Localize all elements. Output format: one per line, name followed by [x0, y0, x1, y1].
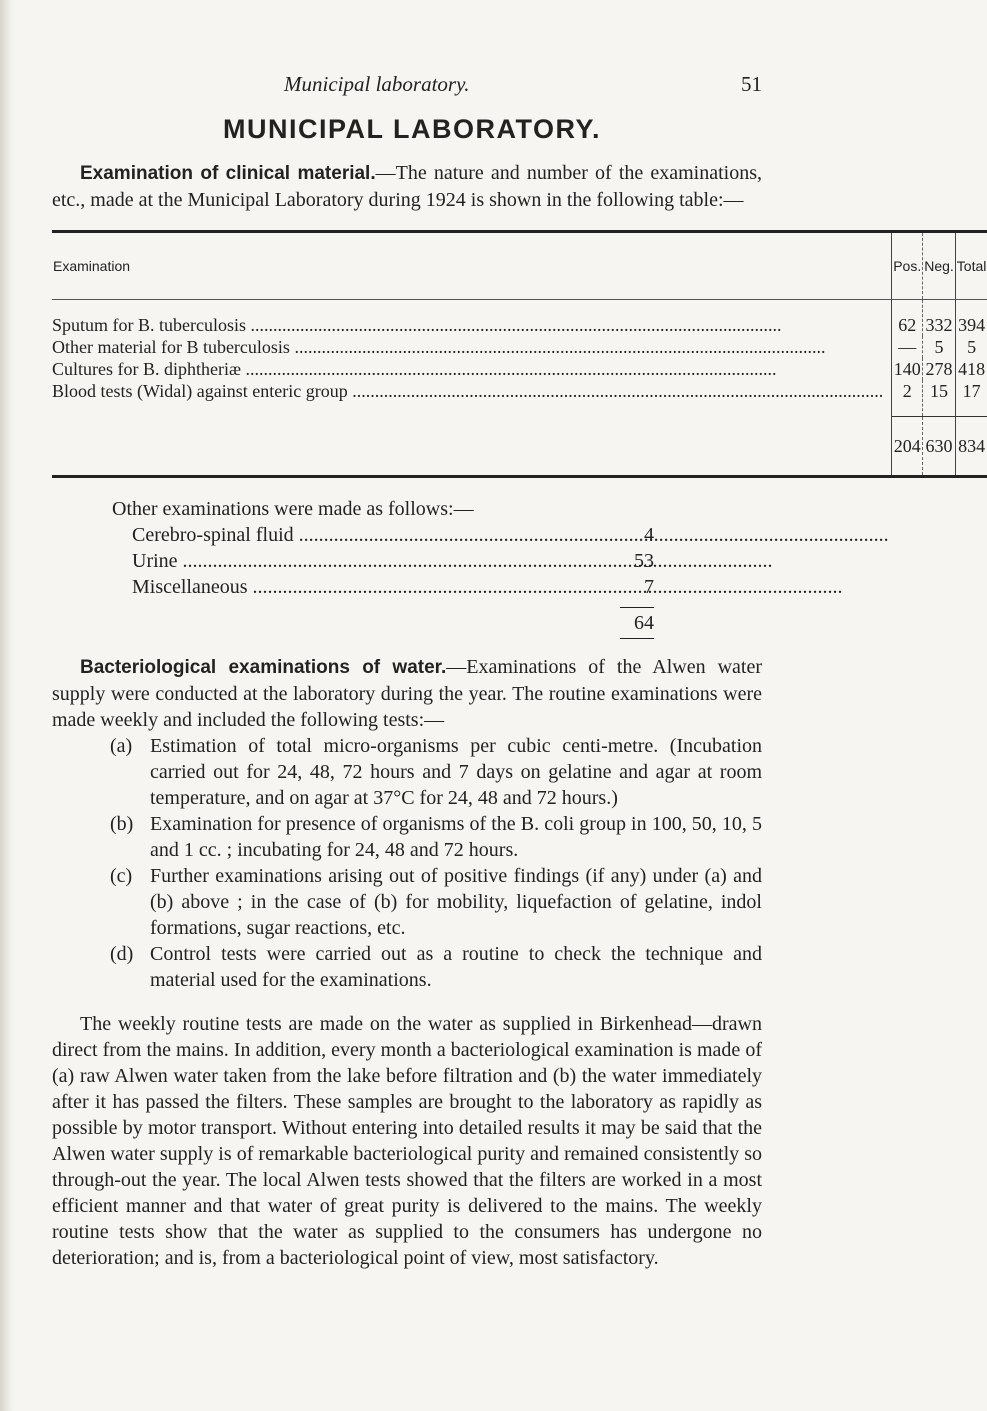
- table-row: [52, 380, 987, 417]
- test-text: Examination for presence of organisms of the B. coli group in 100, 50, 10, 5 and 1 cc. ; incubating for 24, 48 and 72 hours.: [150, 813, 762, 861]
- list-item: [112, 522, 654, 548]
- clinical-text: —The nature and number of the examinations, etc., made at the Municipal Laboratory during 1924 is shown in the following table:—: [52, 162, 762, 211]
- examination-table: [52, 230, 987, 478]
- row-neg: 15: [923, 380, 956, 417]
- other-total-value: 64: [634, 612, 654, 634]
- list-item: [52, 811, 762, 863]
- header-examination: Examination: [52, 232, 892, 300]
- tests-list: [52, 733, 762, 993]
- total-neg: 630: [923, 417, 956, 477]
- row-total: 17: [955, 380, 987, 417]
- bacteriological-text: —Examinations of the Alwen water supply were conducted at the laboratory during the year. The routine examinations were made weekly and included the following tests:—: [52, 656, 762, 731]
- running-head: [52, 72, 762, 102]
- row-pos: 62: [892, 300, 923, 337]
- row-neg: 332: [923, 300, 956, 337]
- row-label: Blood tests (Widal) against enteric group .....: [52, 380, 891, 402]
- test-text: Estimation of total micro-organisms per cubic centi-metre. (Incubation carried out for 24, 48, 72 hours and 7 days on gelatine and agar at room temperature, and on agar at 37°C for 24, 48 and 72 hours.): [150, 735, 762, 809]
- list-item: [52, 733, 762, 811]
- table-header-row: [52, 232, 987, 300]
- row-total: 394: [955, 300, 987, 337]
- row-label: Other material for B tuberculosis .....: [52, 336, 891, 358]
- row-pos: 140: [892, 358, 923, 380]
- clinical-paragraph: [52, 160, 762, 213]
- other-item-label: Miscellaneous .....: [132, 574, 630, 600]
- test-label: (b): [110, 813, 134, 835]
- total-pos: 204: [892, 417, 923, 477]
- other-total: [112, 600, 654, 640]
- page-binding-edge: [0, 0, 14, 1411]
- row-total: 5: [955, 336, 987, 358]
- row-neg: 278: [923, 358, 956, 380]
- table-total-row: [52, 417, 987, 477]
- row-pos: —: [892, 336, 923, 358]
- row-neg: 5: [923, 336, 956, 358]
- test-text: Further examinations arising out of positive findings (if any) under (a) and (b) above ; in the case of (b) for mobility, liquefaction of gelatine, indol formations, sugar reactions, etc.: [150, 865, 762, 939]
- row-label: Cultures for B. diphtheriæ .....: [52, 358, 891, 380]
- other-item-value: 53: [634, 550, 654, 572]
- list-item: [112, 548, 654, 574]
- other-item-value: 7: [644, 576, 654, 598]
- header-pos: Pos.: [892, 232, 923, 300]
- header-neg: Neg.: [923, 232, 956, 300]
- test-label: (c): [110, 865, 133, 887]
- header-total: Total: [955, 232, 987, 300]
- weekly-tests-paragraph: The weekly routine tests are made on the water as supplied in Birkenhead—drawn direct from the mains. In addition, every month a bacteriological examination is made of (a) raw Alwen water taken from the lake before filtration and (b) the water immediately after it has passed the filters. These samples are brought to the laboratory as rapidly as possible by motor transport. Without entering into detailed results it may be said that the Alwen water supply is of remarkable bacteriological purity and remained consistently so through-out the year. The local Alwen tests showed that the filters are worked in a most efficient manner and that water of great purity is delivered to the mains. The weekly routine tests show that the water as supplied to the consumers has undergone no deterioration; and is, from a bacteriological point of view, most satisfactory.: [52, 1013, 762, 1269]
- other-item-label: Cerebro-spinal fluid .....: [132, 522, 630, 548]
- page-number: 51: [741, 72, 762, 96]
- row-label: Sputum for B. tuberculosis .....: [52, 314, 891, 336]
- total-rule: [620, 638, 654, 639]
- other-lead: Other examinations were made as follows:—: [112, 498, 474, 520]
- other-examinations: [112, 496, 654, 640]
- list-item: [52, 863, 762, 941]
- test-label: (d): [110, 943, 134, 965]
- row-total: 418: [955, 358, 987, 380]
- total-rule: [620, 607, 654, 608]
- table-row: [52, 358, 987, 380]
- clinical-lead: Examination of clinical material.: [80, 163, 376, 184]
- section-heading: MUNICIPAL LABORATORY.: [222, 114, 601, 144]
- document-page: [52, 0, 987, 1271]
- bacteriological-lead: Bacteriological examinations of water.: [80, 657, 447, 678]
- total-total: 834: [955, 417, 987, 477]
- list-item: [52, 941, 762, 993]
- test-label: (a): [110, 735, 133, 757]
- table-row: [52, 300, 987, 337]
- bacteriological-paragraph: [52, 654, 762, 733]
- test-text: Control tests were carried out as a routine to check the technique and material used for the examinations.: [150, 943, 762, 991]
- running-head-title: Municipal laboratory.: [284, 72, 470, 96]
- row-pos: 2: [892, 380, 923, 417]
- table-row: [52, 336, 987, 358]
- other-item-label: Urine .....: [132, 548, 630, 574]
- other-item-value: 4: [644, 524, 654, 546]
- list-item: [112, 574, 654, 600]
